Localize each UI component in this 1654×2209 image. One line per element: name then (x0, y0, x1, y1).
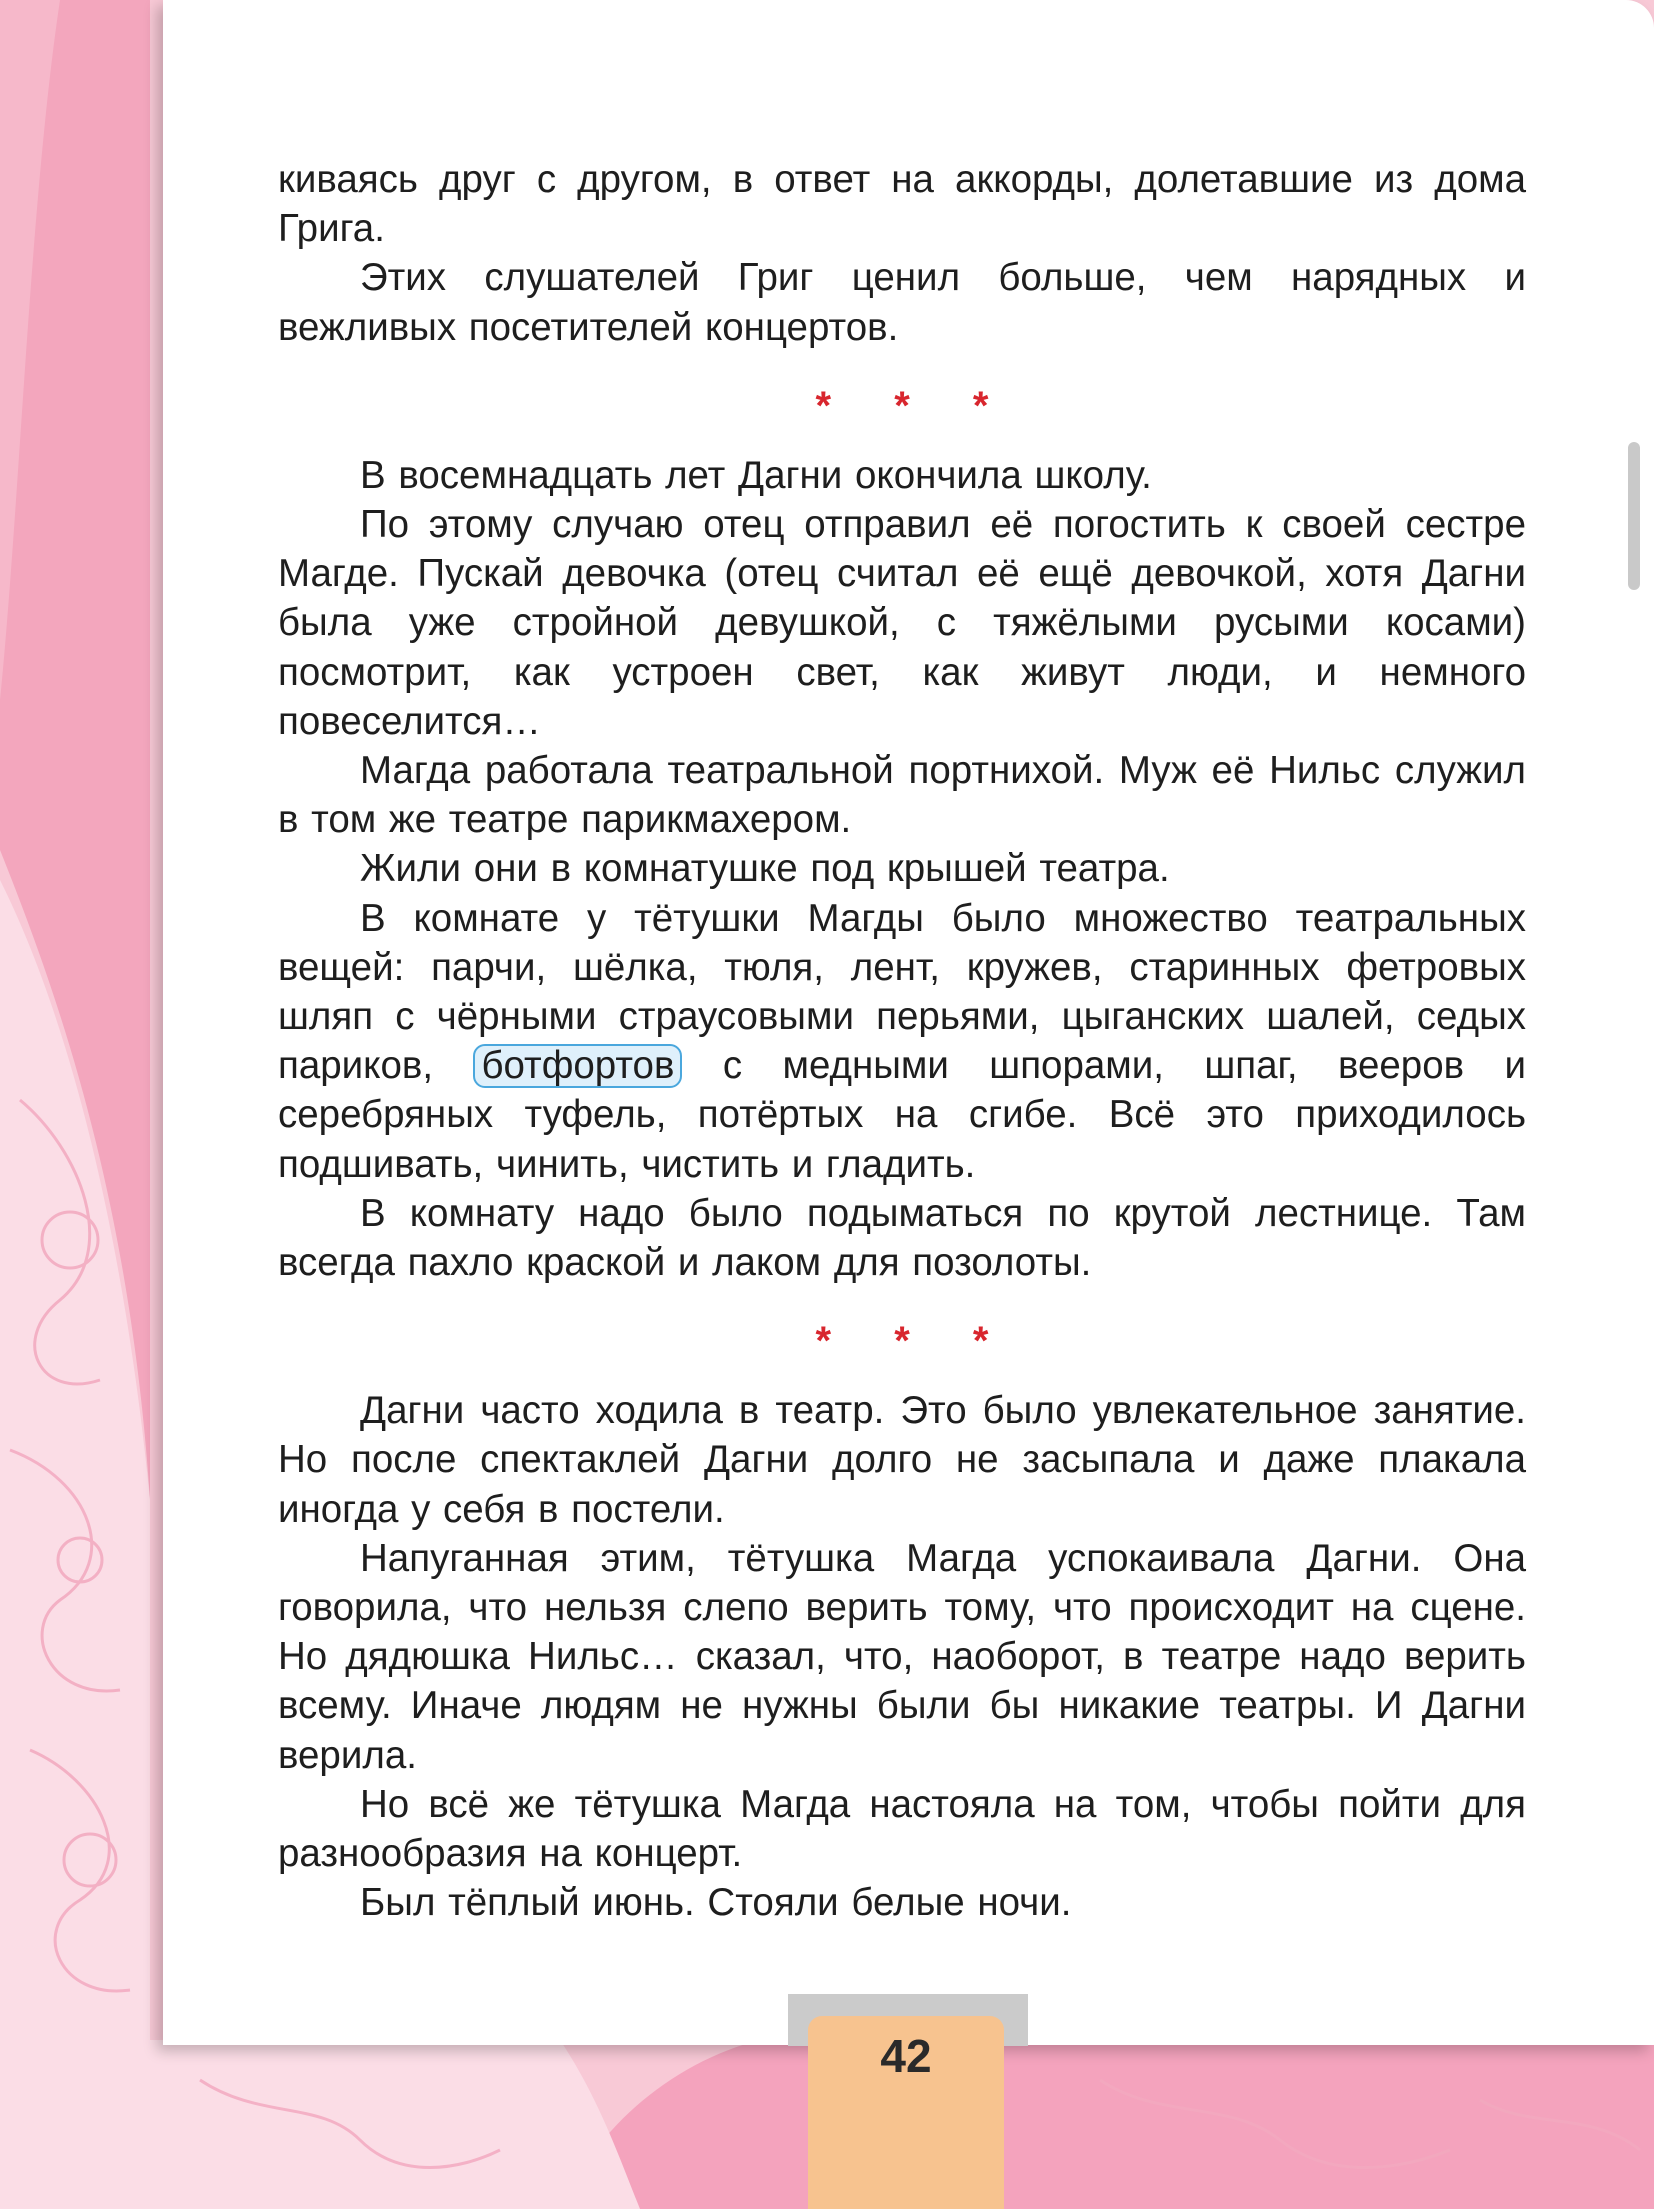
page-text (278, 155, 1526, 1928)
page-number: 42 (808, 2016, 1004, 2209)
paragraph: В комнату надо было подыматься по крутой лестнице. Там всегда пахло краской и лаком для позолоты. (278, 1191, 1526, 1285)
section-separator: * * * (815, 383, 1015, 428)
section-separator: * * * (815, 1319, 1015, 1364)
paragraph: По этому случаю отец отправил её погостить к своей сестре Магде. Пускай девочка (отец считал её ещё девочкой, хотя Дагни была уже стройной девушкой, с тяжёлыми русыми косами) посмотрит, как устроен свет, как живут люди, и немного повеселится… (278, 503, 1526, 743)
paragraph: Был тёплый июнь. Стояли белые ночи. (360, 1881, 1072, 1925)
paragraph-text: В комнате у тётушки Магды было множество театральных вещей: парчи, шёлка, тюля, лент, кружев, старинных фетровых шляп с чёрными страусовыми перьями, цыганских шалей, седых париков, (278, 896, 1526, 1088)
paragraph: Напуганная этим, тётушка Магда успокаивала Дагни. Она говорила, что нельзя слепо верить тому, что происходит на сцене. Но дядюшка Нильс… сказал, что, наоборот, в театре надо верить всему. Иначе людям не нужны были бы никакие театры. И Дагни верила. (278, 1536, 1526, 1777)
paragraph: Этих слушателей Григ ценил больше, чем нарядных и вежливых посетителей концертов. (278, 256, 1526, 349)
paragraph: Дагни часто ходила в театр. Это было увлекательное занятие. Но после спектаклей Дагни долго не засыпала и даже плакала иногда у себя в постели. (278, 1389, 1526, 1531)
paragraph: Но всё же тётушка Магда настояла на том, чтобы пойти для разнообразия на концерт. (278, 1782, 1526, 1876)
paragraph: В восемнадцать лет Дагни окончила школу. (360, 453, 1152, 497)
scrollbar[interactable] (1628, 442, 1640, 590)
paragraph: киваясь друг с другом, в ответ на аккорды, долетавшие из дома Грига. (278, 158, 1526, 251)
paragraph-text: с медными шпорами, шпаг, вееров и серебряных туфель, потёртых на сгибе. Всё это приходилось подшивать, чинить, чистить и гладить. (278, 1044, 1526, 1186)
paragraph: Жили они в комнатушке под крышей театра. (360, 847, 1170, 891)
paragraph: Магда работала театральной портнихой. Муж её Нильс служил в том же театре парикмахером. (278, 749, 1526, 842)
glossary-word-link[interactable]: ботфортов (473, 1044, 682, 1088)
paragraph (278, 894, 1526, 1189)
